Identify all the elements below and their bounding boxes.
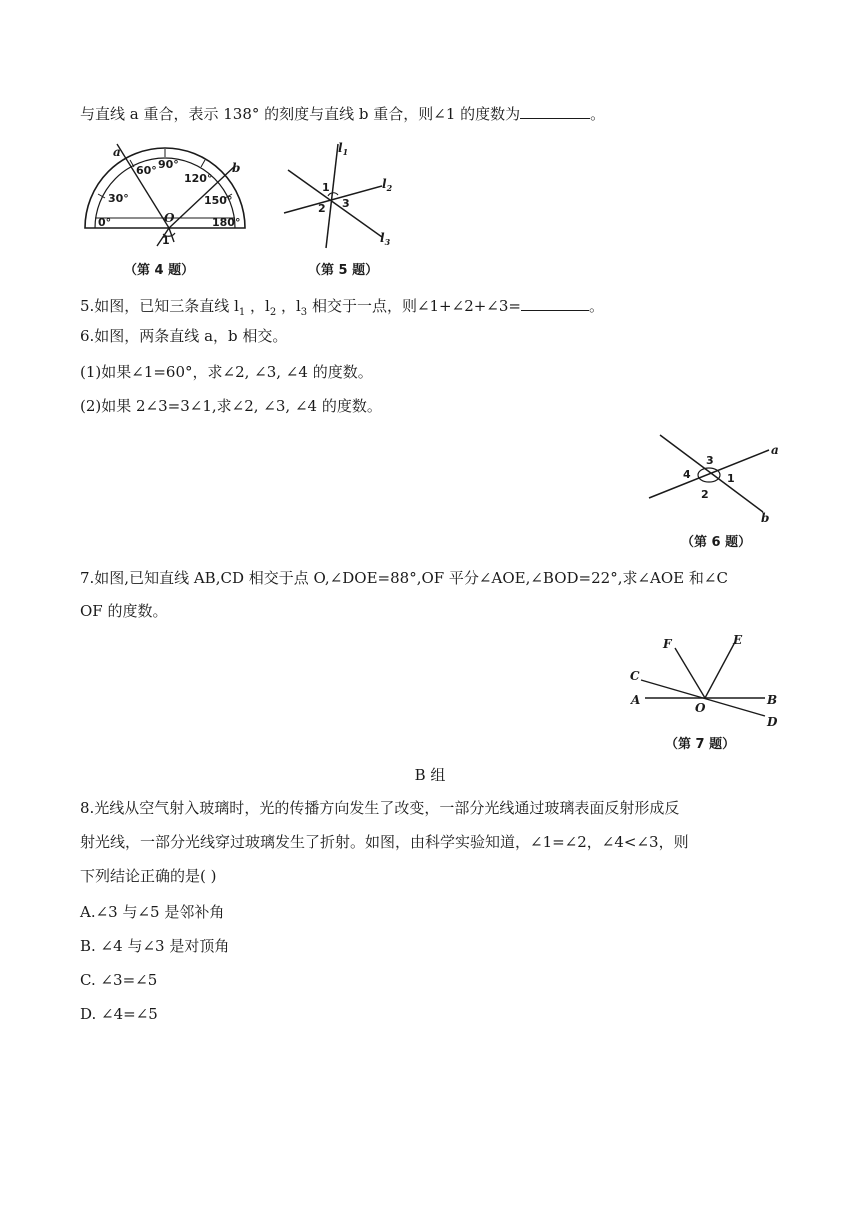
question-7-line-1: 7.如图,已知直线 AB,CD 相交于点 O,∠DOE=88°,OF 平分∠AOE,∠BOD=22°,求∠AOE 和∠C (80, 569, 728, 587)
label-angle-1: 1 (162, 234, 170, 247)
line-a (117, 144, 169, 228)
label-E: E (733, 633, 743, 647)
label-C: C (630, 669, 640, 683)
label-angle-3: 3 (342, 197, 350, 210)
answer-blank-4 (520, 104, 590, 119)
line-l1 (326, 144, 338, 248)
mark-30: 30° (108, 192, 129, 205)
label-angle-3: 3 (706, 454, 714, 467)
question-6-stem: 6.如图，两条直线 a，b 相交。 (80, 327, 288, 345)
answer-blank-5 (521, 296, 589, 311)
mark-180: 180° (212, 216, 241, 229)
mark-90: 90° (158, 158, 179, 171)
figure-5-three-lines (280, 140, 400, 280)
option-a: A.∠3 与∠5 是邻补角 (80, 903, 225, 921)
label-o: O (164, 211, 175, 225)
mark-60: 60° (136, 164, 157, 177)
mark-150: 150° (204, 194, 233, 207)
option-d: D. ∠4=∠5 (80, 1005, 158, 1023)
label-B: B (767, 693, 778, 707)
angle-marker (698, 468, 720, 482)
label-angle-2: 2 (318, 202, 326, 215)
label-A: A (631, 693, 641, 707)
question-8-line-2: 射光线，一部分光线穿过玻璃发生了折射。如图，由科学实验知道，∠1=∠2，∠4<∠3，则 (80, 833, 689, 851)
label-b: b (232, 161, 241, 175)
question-5: 5.如图，已知三条直线 $l_1$ ，$l_2$ ，$l_3$ 相交于一点，则∠1+∠2+∠3= 。 (80, 297, 604, 318)
figure-4-protractor (80, 140, 250, 280)
question-7-line-2: OF 的度数。 (80, 602, 168, 620)
group-b-heading: B 组 (414, 766, 446, 784)
question-4-text: 与直线 a 重合，表示 138° 的刻度与直线 b 重合，则∠1 的度数为 (80, 105, 521, 123)
label-angle-4: 4 (683, 468, 691, 481)
label-l3: $l_3$ (380, 231, 391, 247)
option-c: C. ∠3=∠5 (80, 971, 158, 989)
question-8-line-1: 8.光线从空气射入玻璃时，光的传播方向发生了改变，一部分光线通过玻璃表面反射形成反 (80, 799, 680, 817)
line-l3 (288, 170, 382, 237)
option-b: B. ∠4 与∠3 是对顶角 (80, 937, 230, 955)
label-l2: $l_2$ (382, 177, 393, 193)
label-l1: $l_1$ (338, 141, 349, 157)
punctuation: 。 (590, 105, 606, 123)
figure-7-caption: （第 7 题） (665, 737, 736, 752)
figure-6-two-lines (645, 430, 790, 555)
line-b (660, 435, 763, 512)
label-a: a (113, 145, 121, 159)
mark-0: 0° (98, 216, 112, 229)
label-angle-1: 1 (322, 181, 330, 194)
question-6-part-2: (2)如果 2∠3=3∠1,求∠2, ∠3, ∠4 的度数。 (80, 397, 382, 415)
figure-6-caption: （第 6 题） (681, 535, 752, 550)
question-6-part-1: (1)如果∠1=60°，求∠2, ∠3, ∠4 的度数。 (80, 363, 373, 381)
label-O: O (695, 701, 706, 715)
label-b: b (761, 511, 770, 525)
figure-4-caption: （第 4 题） (124, 263, 195, 278)
label-D: D (767, 715, 778, 729)
figure-5-caption: （第 5 题） (308, 263, 379, 278)
question-8-line-3: 下列结论正确的是( ) (80, 867, 217, 885)
label-angle-1: 1 (727, 472, 735, 485)
label-F: F (663, 637, 672, 651)
question-4-tail (80, 104, 605, 124)
ray-oe (705, 642, 735, 698)
mark-120: 120° (184, 172, 213, 185)
tick-120 (201, 160, 205, 167)
label-angle-2: 2 (701, 488, 709, 501)
label-a: a (771, 443, 779, 457)
figure-7-rays (625, 630, 785, 755)
